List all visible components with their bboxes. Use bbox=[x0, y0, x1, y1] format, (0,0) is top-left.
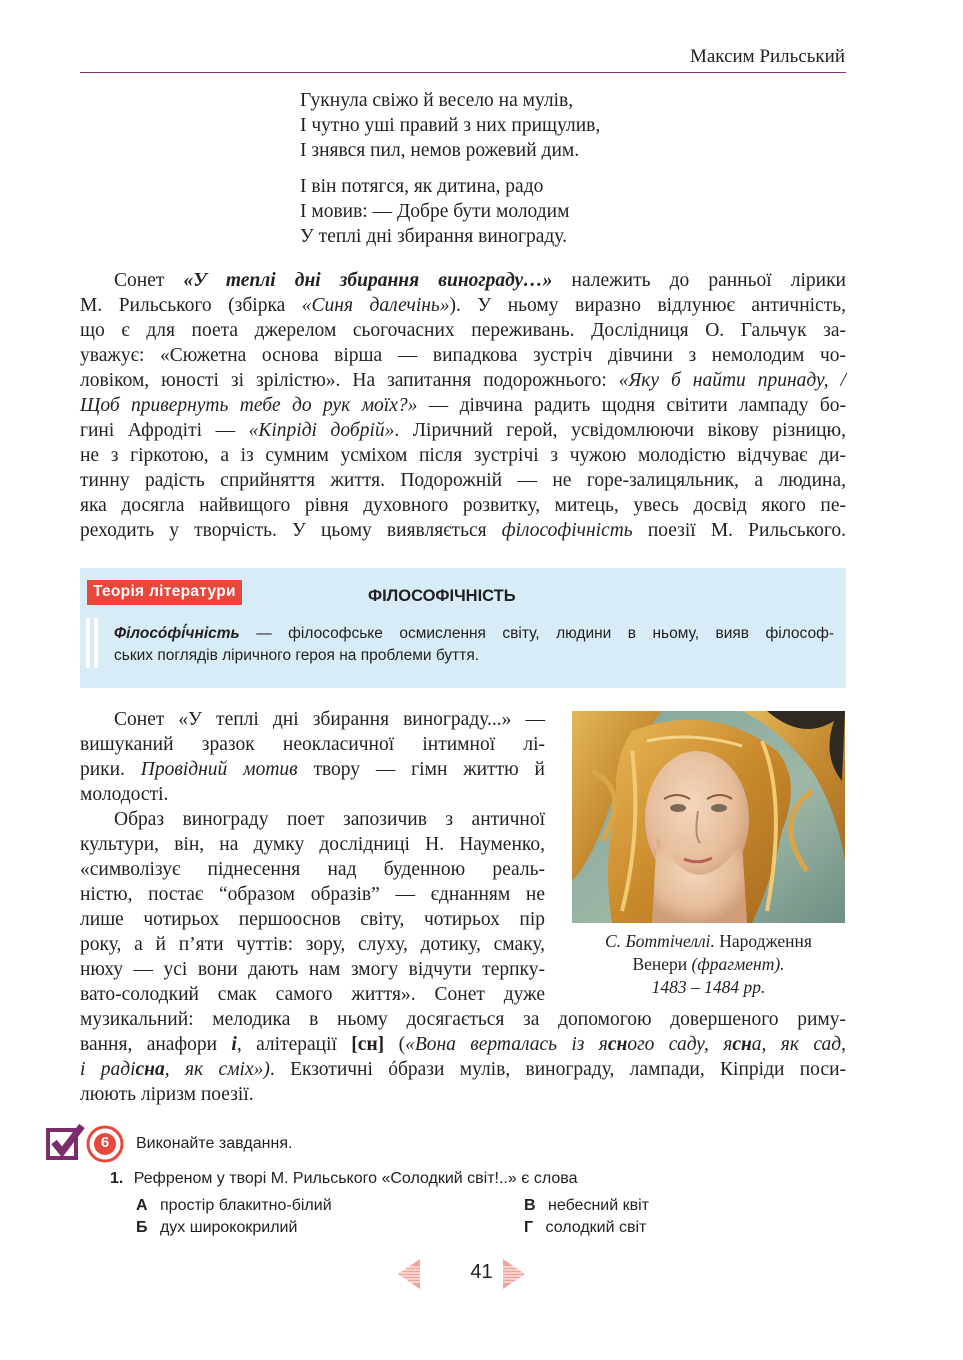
text-line: молодості. bbox=[80, 784, 169, 805]
text-line: яка досягла найвищого рівня духовного розвитку, митець, увесь досвід якого пе- bbox=[80, 495, 846, 516]
theory-tag: Теорія літератури bbox=[87, 580, 242, 605]
text-run: М. Рильського (збірка bbox=[80, 295, 302, 316]
theory-box bbox=[80, 568, 846, 688]
caption-line bbox=[572, 953, 845, 976]
answer-option-v[interactable] bbox=[524, 1197, 649, 1215]
quote: ого саду, я bbox=[627, 1034, 733, 1055]
poem-line: У теплі дні збирання винограду. bbox=[300, 226, 567, 247]
text-line bbox=[80, 757, 545, 782]
text-line bbox=[114, 623, 834, 645]
text-run: поезії М. Рильського. bbox=[632, 520, 846, 541]
quote: і раді bbox=[80, 1059, 136, 1080]
text-line: люють ліризм поезії. bbox=[80, 1084, 254, 1105]
question-text: Рефреном у творі М. Рильського «Солодкий світ!..» є слова bbox=[133, 1170, 578, 1187]
answer-option-g[interactable] bbox=[524, 1219, 646, 1237]
running-header-author: Максим Рильський bbox=[689, 46, 845, 67]
caption-title: Народження bbox=[714, 931, 812, 951]
text-line: вато-солодкий смак самого життя». Сонет дуже bbox=[80, 984, 545, 1005]
option-letter: Б bbox=[136, 1219, 148, 1236]
quote: Щоб привернуть тебе до рук моїх?» bbox=[80, 395, 418, 416]
caption-author: С. Боттічеллі. bbox=[605, 931, 715, 951]
text-run: . Екзотичні óбрази мулів, винограду, лампади, Кіпріди поси- bbox=[269, 1059, 847, 1080]
theory-term: Філосо́фі́чність bbox=[114, 625, 240, 642]
text-line: культури, він, на думку дослідниці Н. Науменко, bbox=[80, 834, 545, 855]
text-line: нюху — усі вони дають нам змогу відчути терпку- bbox=[80, 959, 545, 980]
header-rule bbox=[80, 72, 846, 73]
task-number: 6 bbox=[100, 1134, 110, 1151]
poem-line: І він потягся, як дитина, радо bbox=[300, 176, 544, 197]
text-line: вишуканий зразок неокласичної інтимної лі- bbox=[80, 734, 545, 755]
text-line bbox=[80, 518, 846, 543]
text-line bbox=[80, 1057, 846, 1082]
text-line: що є для поета джерелом сьогочасних переживань. Дослідниця О. Гальчук за- bbox=[80, 320, 846, 341]
text-line bbox=[80, 368, 846, 393]
sonnet-title: «У теплі дні збирання винограду…» bbox=[183, 270, 553, 291]
text-line: ських поглядів ліричного героя на проблеми буття. bbox=[114, 647, 480, 664]
text-run: твору — гімн життю й bbox=[297, 759, 545, 780]
caption-title: Венери bbox=[632, 954, 692, 974]
text-line: «символізує піднесення над буденною реаль- bbox=[80, 859, 545, 880]
text-run: ( bbox=[384, 1034, 406, 1055]
option-letter: А bbox=[136, 1197, 148, 1214]
text-line: Сонет «У теплі дні збирання винограду...» — bbox=[114, 709, 545, 730]
theory-title: ФІЛОСОФІЧНІСТЬ bbox=[368, 587, 516, 605]
text-line bbox=[80, 268, 846, 293]
text-line: музикальний: мелодика в ньому досягається за допомогою довершеного риму- bbox=[80, 1009, 846, 1030]
text-line: лише чотирьох першооснов світу, чотирьох пір bbox=[80, 909, 545, 930]
caption-note: (фрагмент). bbox=[691, 954, 785, 974]
text-run: ловіком, юності зі зрілістю». На запитання подорожнього: bbox=[80, 370, 619, 391]
anaphora-letter: і bbox=[231, 1034, 237, 1055]
option-text: солодкий світ bbox=[545, 1219, 647, 1236]
text-line: не з гіркотою, а із сумним усміхом після зустрічі з чужою молодістю відчуває ди- bbox=[80, 445, 846, 466]
option-text: дух ширококрилий bbox=[159, 1219, 298, 1236]
text-run: Сонет bbox=[114, 270, 184, 291]
checkbox-icon bbox=[46, 1124, 86, 1162]
text-line: ністю, постає “образом образів” — єднанням не bbox=[80, 884, 545, 905]
poem-stanza bbox=[300, 88, 600, 163]
text-run: гині Афродіті — bbox=[80, 420, 249, 441]
caption-line bbox=[572, 976, 845, 999]
text-run: — філософське осмислення світу, людини в ньому, вияв філософ- bbox=[239, 625, 834, 642]
analysis-paragraph bbox=[80, 268, 846, 543]
text-run: . Ліричний герой, усвідомлюючи вікову різницю, bbox=[394, 420, 846, 441]
image-caption bbox=[572, 930, 845, 999]
quote: «Яку б найти принаду, / bbox=[618, 370, 846, 391]
question bbox=[110, 1170, 577, 1188]
text-run: ). У ньому виразно відлунює античність, bbox=[449, 295, 846, 316]
text-run: реходить у творчість. У цьому виявляється bbox=[80, 520, 502, 541]
text-run: належить до ранньої лірики bbox=[552, 270, 846, 291]
poem-line: І мовив: — Добре бути молодим bbox=[300, 201, 570, 222]
theory-definition bbox=[114, 623, 834, 667]
text-line: Образ винограду поет запозичив з античної bbox=[114, 809, 545, 830]
text-line bbox=[80, 293, 846, 318]
term: Провідний мотив bbox=[140, 759, 298, 780]
text-run: — дівчина радить щодня світити лампаду бо- bbox=[417, 395, 846, 416]
analysis-paragraph-continued bbox=[80, 1007, 846, 1107]
analysis-paragraph bbox=[80, 807, 545, 1007]
text-run: рики. bbox=[80, 759, 141, 780]
option-letter: Г bbox=[524, 1219, 534, 1236]
caption-date: 1483 – 1484 рр. bbox=[651, 977, 766, 997]
answer-option-b[interactable] bbox=[136, 1219, 297, 1237]
caption-line bbox=[572, 930, 845, 953]
page-number: 41 bbox=[470, 1261, 493, 1283]
page-arrow-right-icon bbox=[503, 1259, 525, 1289]
quote: «Вона верталась із я bbox=[405, 1034, 608, 1055]
highlighted-sound: сн bbox=[607, 1034, 628, 1055]
highlighted-sound: сн bbox=[732, 1034, 752, 1055]
collection-title: «Синя далечінь» bbox=[301, 295, 450, 316]
quote: а, як сад, bbox=[751, 1034, 847, 1055]
text-line bbox=[80, 393, 846, 418]
text-line bbox=[80, 418, 846, 443]
quote: «Кіпріді добрій» bbox=[248, 420, 395, 441]
poem-line: І знявся пил, немов рожевий дим. bbox=[300, 140, 580, 161]
text-run: вання, анафори bbox=[80, 1034, 232, 1055]
term: філософічність bbox=[501, 520, 633, 541]
text-line bbox=[80, 1032, 846, 1057]
decorative-bars bbox=[86, 618, 100, 668]
option-text: небесний квіт bbox=[548, 1197, 649, 1214]
botticelli-venus-image bbox=[572, 711, 845, 923]
poem-line: І чутно уші правий з них прищулив, bbox=[300, 115, 601, 136]
text-line: тинну радість сприйняття життя. Подорожній — не горе-залицяльник, а людина, bbox=[80, 470, 846, 491]
poem-line: Гукнула свіжо й весело на мулів, bbox=[300, 90, 574, 111]
task-instruction: Виконайте завдання. bbox=[136, 1135, 293, 1152]
analysis-paragraph bbox=[80, 707, 545, 807]
quote: , як сміх») bbox=[164, 1059, 270, 1080]
task-number-badge bbox=[86, 1125, 124, 1163]
highlighted-sound: сна bbox=[135, 1059, 165, 1080]
poem-stanza bbox=[300, 174, 600, 249]
poem-excerpt bbox=[300, 88, 600, 260]
text-run: , алітерації bbox=[236, 1034, 352, 1055]
option-letter: В bbox=[524, 1197, 536, 1214]
text-line: уважує: «Сюжетна основа вірша — випадкова зустріч дівчини з немолодим чо- bbox=[80, 345, 846, 366]
option-text: простір блакитно-білий bbox=[160, 1197, 332, 1214]
text-line: року, а й п’яти чуттів: зору, слуху, дотику, смаку, bbox=[80, 934, 545, 955]
alliteration-sound: [сн] bbox=[351, 1034, 385, 1055]
answer-option-a[interactable] bbox=[136, 1197, 332, 1215]
question-number: 1. bbox=[110, 1170, 124, 1187]
